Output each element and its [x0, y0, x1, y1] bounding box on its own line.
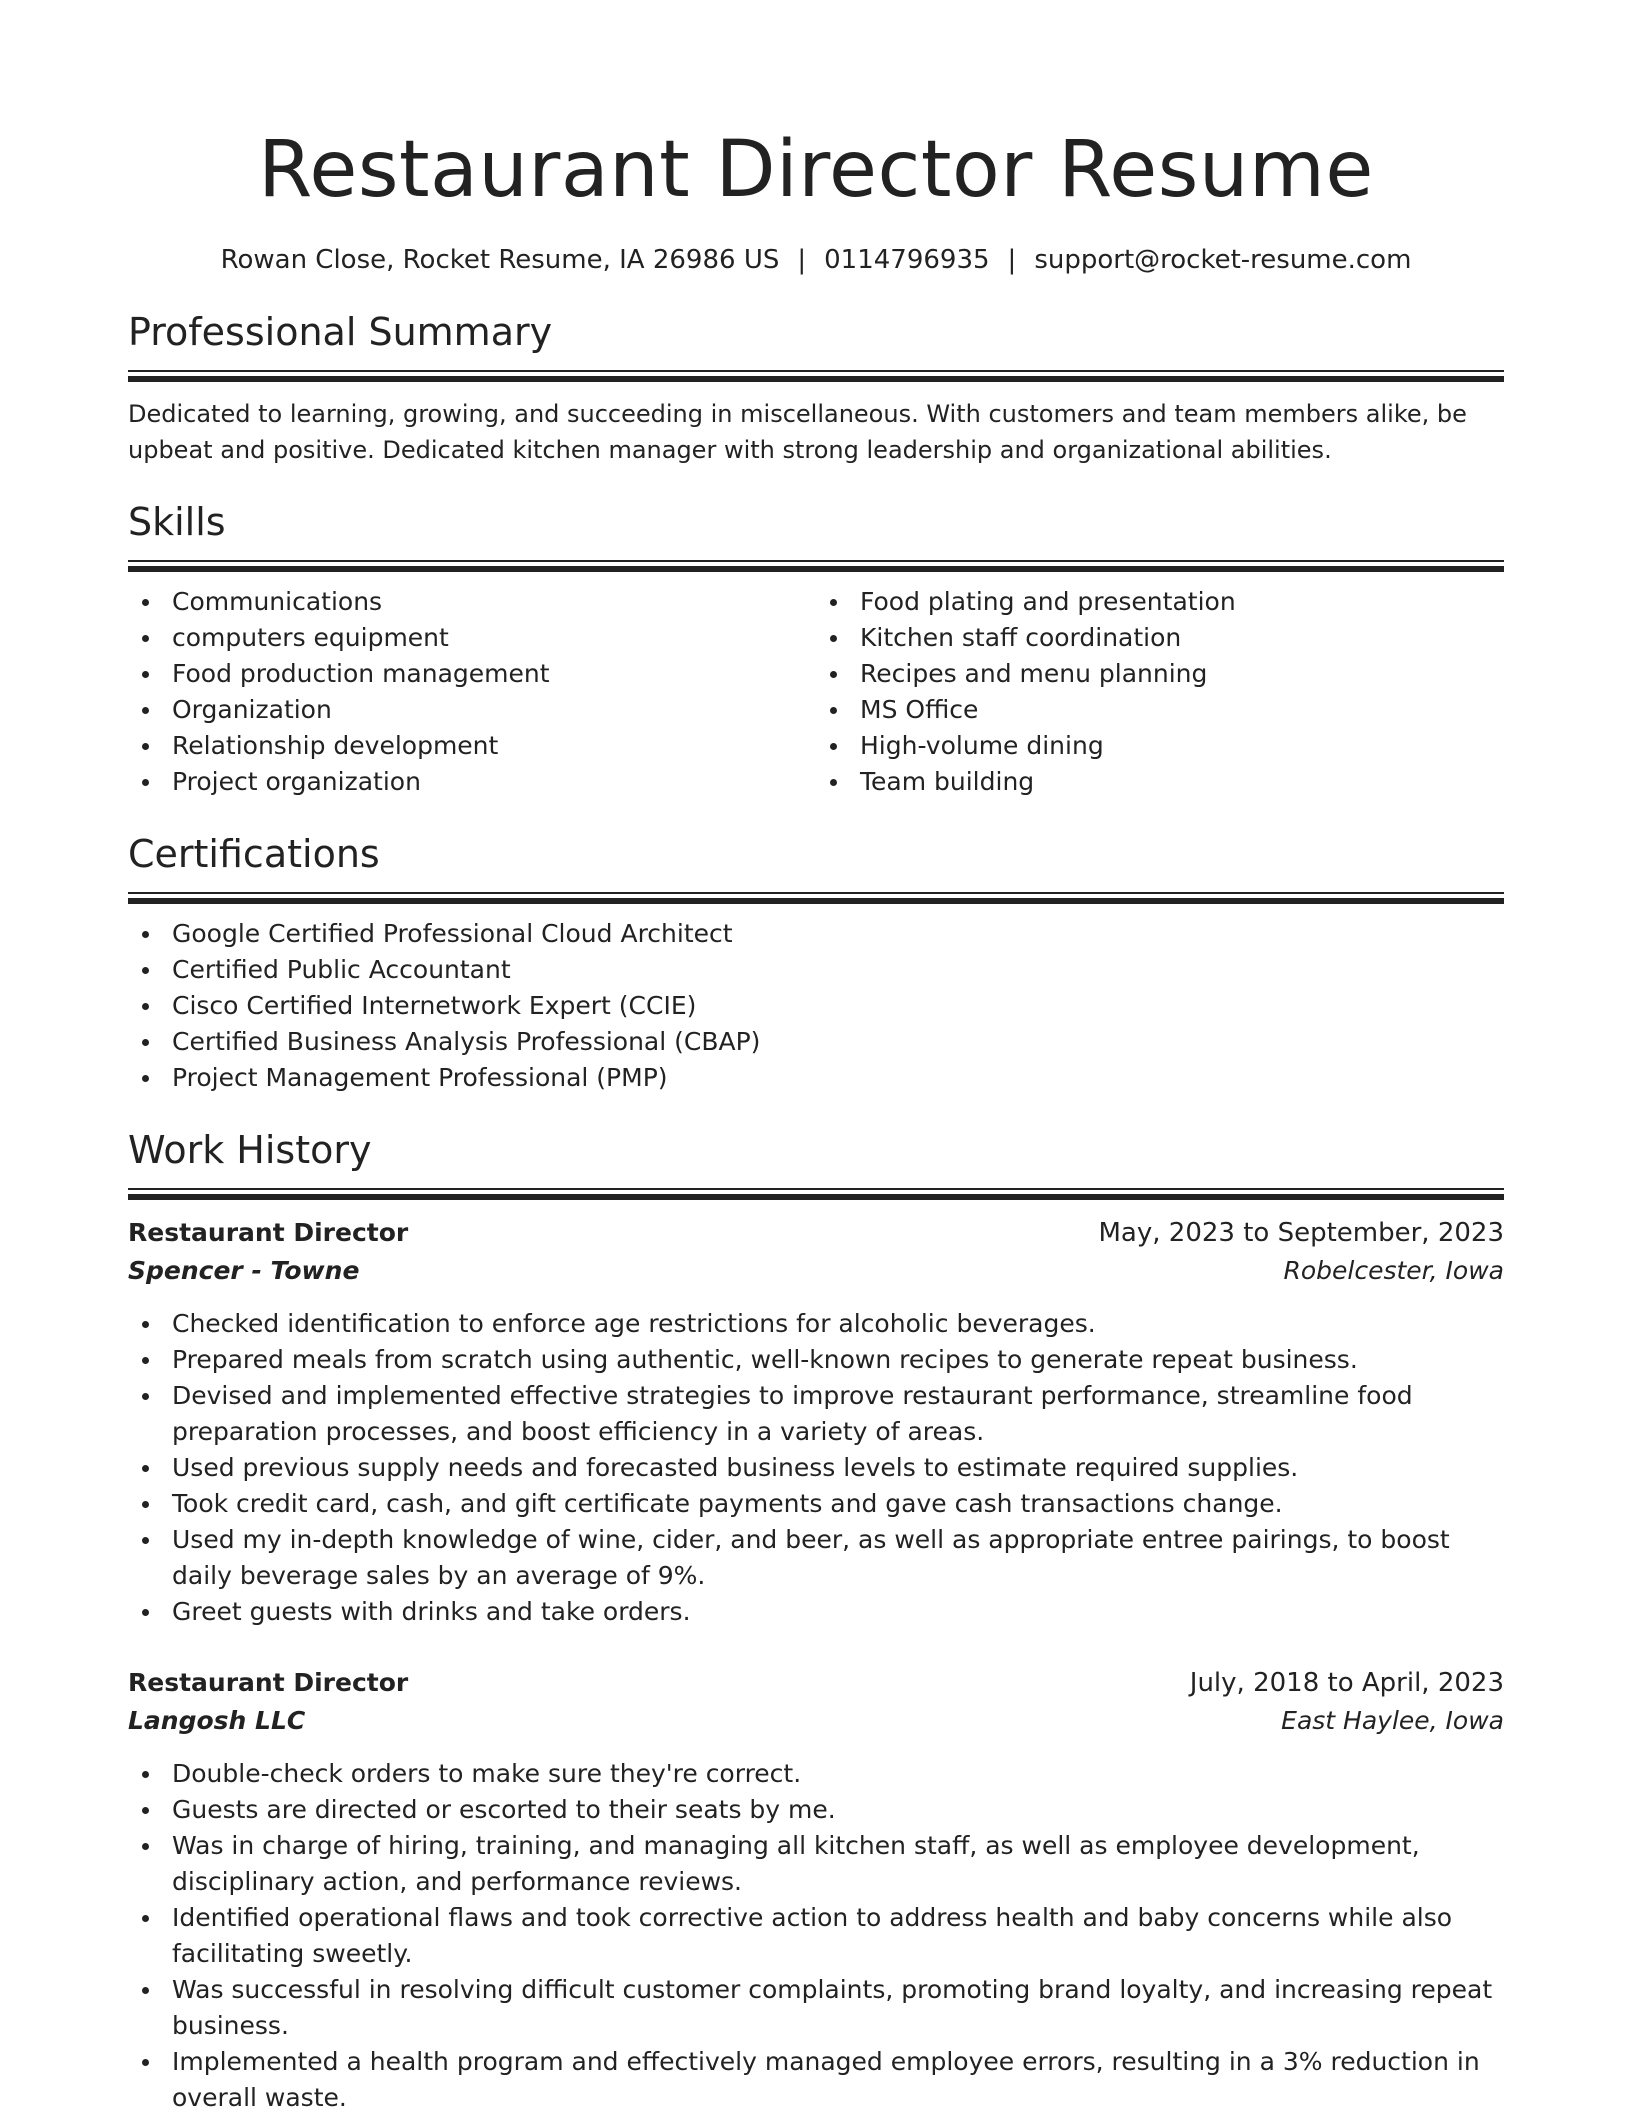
certifications-heading: Certifications	[128, 832, 380, 876]
job-duty: Checked identification to enforce age restrictions for alcoholic beverages.	[128, 1306, 1504, 1342]
section-divider	[128, 560, 1504, 572]
job-entry	[128, 1664, 1504, 2116]
job-title: Restaurant Director	[128, 1668, 409, 1697]
certifications-list	[128, 916, 1504, 1096]
job-duty: Took credit card, cash, and gift certificate payments and gave cash transactions change.	[128, 1486, 1504, 1522]
skills-grid	[128, 584, 1504, 800]
job-company-row	[128, 1252, 1504, 1290]
job-duty: Used my in-depth knowledge of wine, cider, and beer, as well as appropriate entree pairings, to boost daily beverage sales by an average of 9%.	[128, 1522, 1504, 1594]
job-location: Robelcester, Iowa	[1283, 1256, 1504, 1285]
certification-item: Google Certified Professional Cloud Architect	[128, 916, 1504, 952]
skills-heading: Skills	[128, 500, 226, 544]
job-duty: Used previous supply needs and forecasted business levels to estimate required supplies.	[128, 1450, 1504, 1486]
section-divider	[128, 892, 1504, 904]
job-duty: Was in charge of hiring, training, and managing all kitchen staff, as well as employee development, disciplinary action, and performance reviews.	[128, 1828, 1504, 1900]
job-duty: Greet guests with drinks and take orders.	[128, 1594, 1504, 1630]
skills-left-list	[128, 584, 816, 800]
skill-item: Food production management	[128, 656, 816, 692]
job-duty: Devised and implemented effective strategies to improve restaurant performance, streamline food preparation processes, and boost efficiency in a variety of areas.	[128, 1378, 1504, 1450]
certification-item: Certified Business Analysis Professional (CBAP)	[128, 1024, 1504, 1060]
section-divider	[128, 370, 1504, 382]
job-duties-list	[128, 1306, 1504, 1630]
skill-item: Organization	[128, 692, 816, 728]
job-location: East Haylee, Iowa	[1281, 1706, 1504, 1735]
job-dates: July, 2018 to April, 2023	[1189, 1668, 1504, 1698]
skill-item: Team building	[816, 764, 1504, 800]
job-title: Restaurant Director	[128, 1218, 409, 1247]
summary-section	[128, 308, 1504, 468]
job-entry	[128, 1214, 1504, 1630]
job-duty: Was successful in resolving difficult customer complaints, promoting brand loyalty, and increasing repeat business.	[128, 1972, 1504, 2044]
work-history-section	[128, 1126, 1504, 2116]
contact-phone: 0114796935	[824, 245, 990, 275]
contact-email: support@rocket-resume.com	[1034, 245, 1412, 275]
certification-item: Project Management Professional (PMP)	[128, 1060, 1504, 1096]
skill-item: Relationship development	[128, 728, 816, 764]
work-history-heading: Work History	[128, 1128, 372, 1172]
summary-heading: Professional Summary	[128, 310, 553, 354]
job-company-row	[128, 1702, 1504, 1740]
job-duties-list	[128, 1756, 1504, 2116]
job-dates: May, 2023 to September, 2023	[1098, 1218, 1504, 1248]
job-header-row	[128, 1664, 1504, 1702]
certification-item: Certified Public Accountant	[128, 952, 1504, 988]
job-header-row	[128, 1214, 1504, 1252]
skill-item: Kitchen staff coordination	[816, 620, 1504, 656]
skills-right-list	[816, 584, 1504, 800]
certifications-section	[128, 830, 1504, 1096]
job-duty: Prepared meals from scratch using authentic, well-known recipes to generate repeat business.	[128, 1342, 1504, 1378]
contact-separator: |	[797, 245, 807, 275]
contact-separator: |	[1007, 245, 1017, 275]
contact-address: Rowan Close, Rocket Resume, IA 26986 US	[220, 245, 780, 275]
job-duty: Double-check orders to make sure they're correct.	[128, 1756, 1504, 1792]
certification-item: Cisco Certified Internetwork Expert (CCIE)	[128, 988, 1504, 1024]
skill-item: Recipes and menu planning	[816, 656, 1504, 692]
job-company: Spencer - Towne	[128, 1256, 360, 1285]
skill-item: Project organization	[128, 764, 816, 800]
summary-text: Dedicated to learning, growing, and succeeding in miscellaneous. With customers and team members alike, be upbeat and positive. Dedicated kitchen manager with strong leadership and organizational abilities.	[128, 400, 1467, 464]
job-company: Langosh LLC	[128, 1706, 306, 1735]
resume-title: Restaurant Director Resume	[258, 125, 1374, 215]
skills-section	[128, 498, 1504, 800]
job-duty: Implemented a health program and effectively managed employee errors, resulting in a 3% reduction in overall waste.	[128, 2044, 1504, 2116]
skill-item: computers equipment	[128, 620, 816, 656]
skill-item: Communications	[128, 584, 816, 620]
section-divider	[128, 1188, 1504, 1200]
contact-line	[128, 242, 1504, 278]
skill-item: High-volume dining	[816, 728, 1504, 764]
job-duty: Identified operational flaws and took corrective action to address health and baby concerns while also facilitating sweetly.	[128, 1900, 1504, 1972]
skill-item: Food plating and presentation	[816, 584, 1504, 620]
skill-item: MS Office	[816, 692, 1504, 728]
job-duty: Guests are directed or escorted to their seats by me.	[128, 1792, 1504, 1828]
